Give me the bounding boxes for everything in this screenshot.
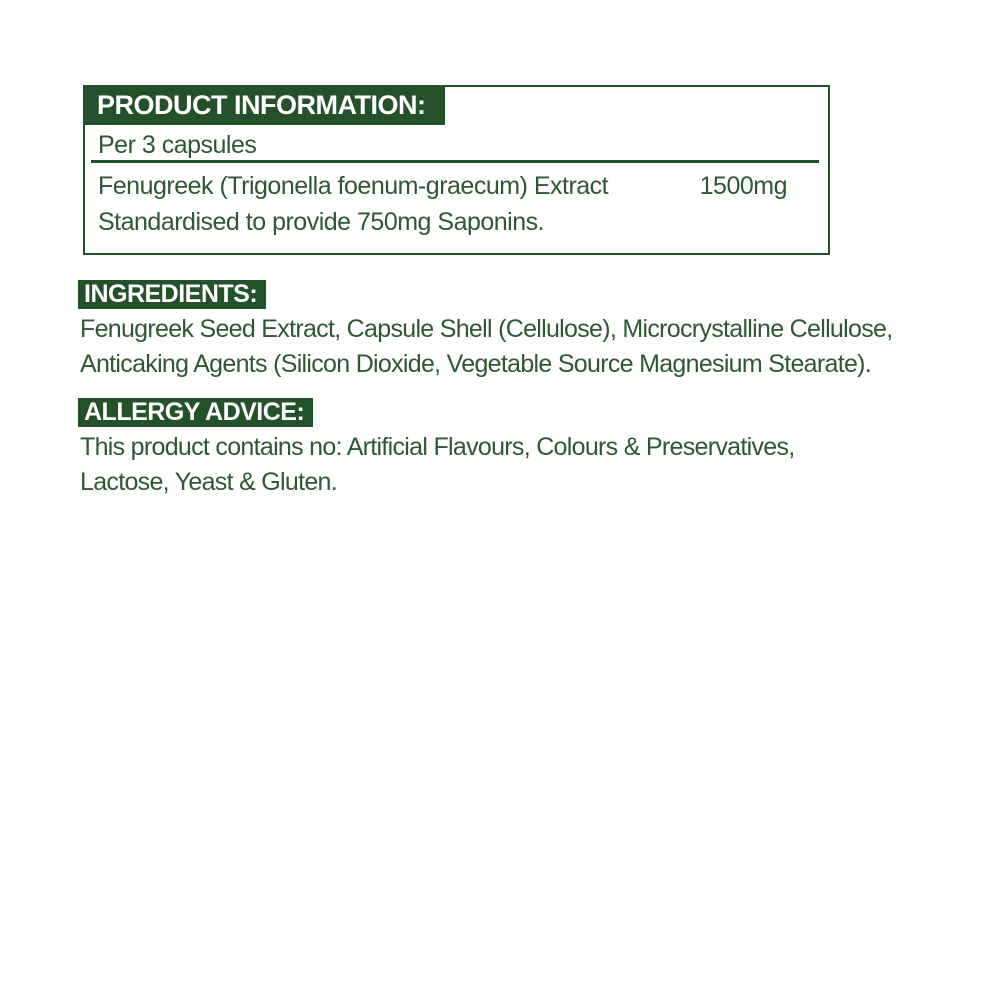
allergy-advice-text: [80, 430, 795, 500]
nutrient-name: Fenugreek (Trigonella foenum-graecum) Extract: [98, 172, 609, 200]
standardisation-note: Standardised to provide 750mg Saponins.: [98, 208, 545, 236]
ingredients-text: [80, 312, 892, 382]
ingredients-header: INGREDIENTS:: [78, 280, 266, 309]
serving-size-label: Per 3 capsules: [98, 131, 257, 159]
allergy-line-1: This product contains no: Artificial Flavours, Colours & Preservatives,: [80, 433, 795, 461]
allergy-advice-header: ALLERGY ADVICE:: [78, 398, 313, 427]
divider-rule: [91, 160, 819, 163]
allergy-line-2: Lactose, Yeast & Gluten.: [80, 468, 338, 496]
nutrient-amount: 1500mg: [699, 172, 787, 200]
ingredients-line-1: Fenugreek Seed Extract, Capsule Shell (Cellulose), Microcrystalline Cellulose,: [80, 315, 893, 343]
ingredients-line-2: Anticaking Agents (Silicon Dioxide, Vegetable Source Magnesium Stearate).: [80, 350, 872, 378]
product-information-header: PRODUCT INFORMATION:: [83, 85, 445, 125]
product-information-panel: [83, 85, 830, 255]
nutrient-row: [98, 172, 787, 201]
